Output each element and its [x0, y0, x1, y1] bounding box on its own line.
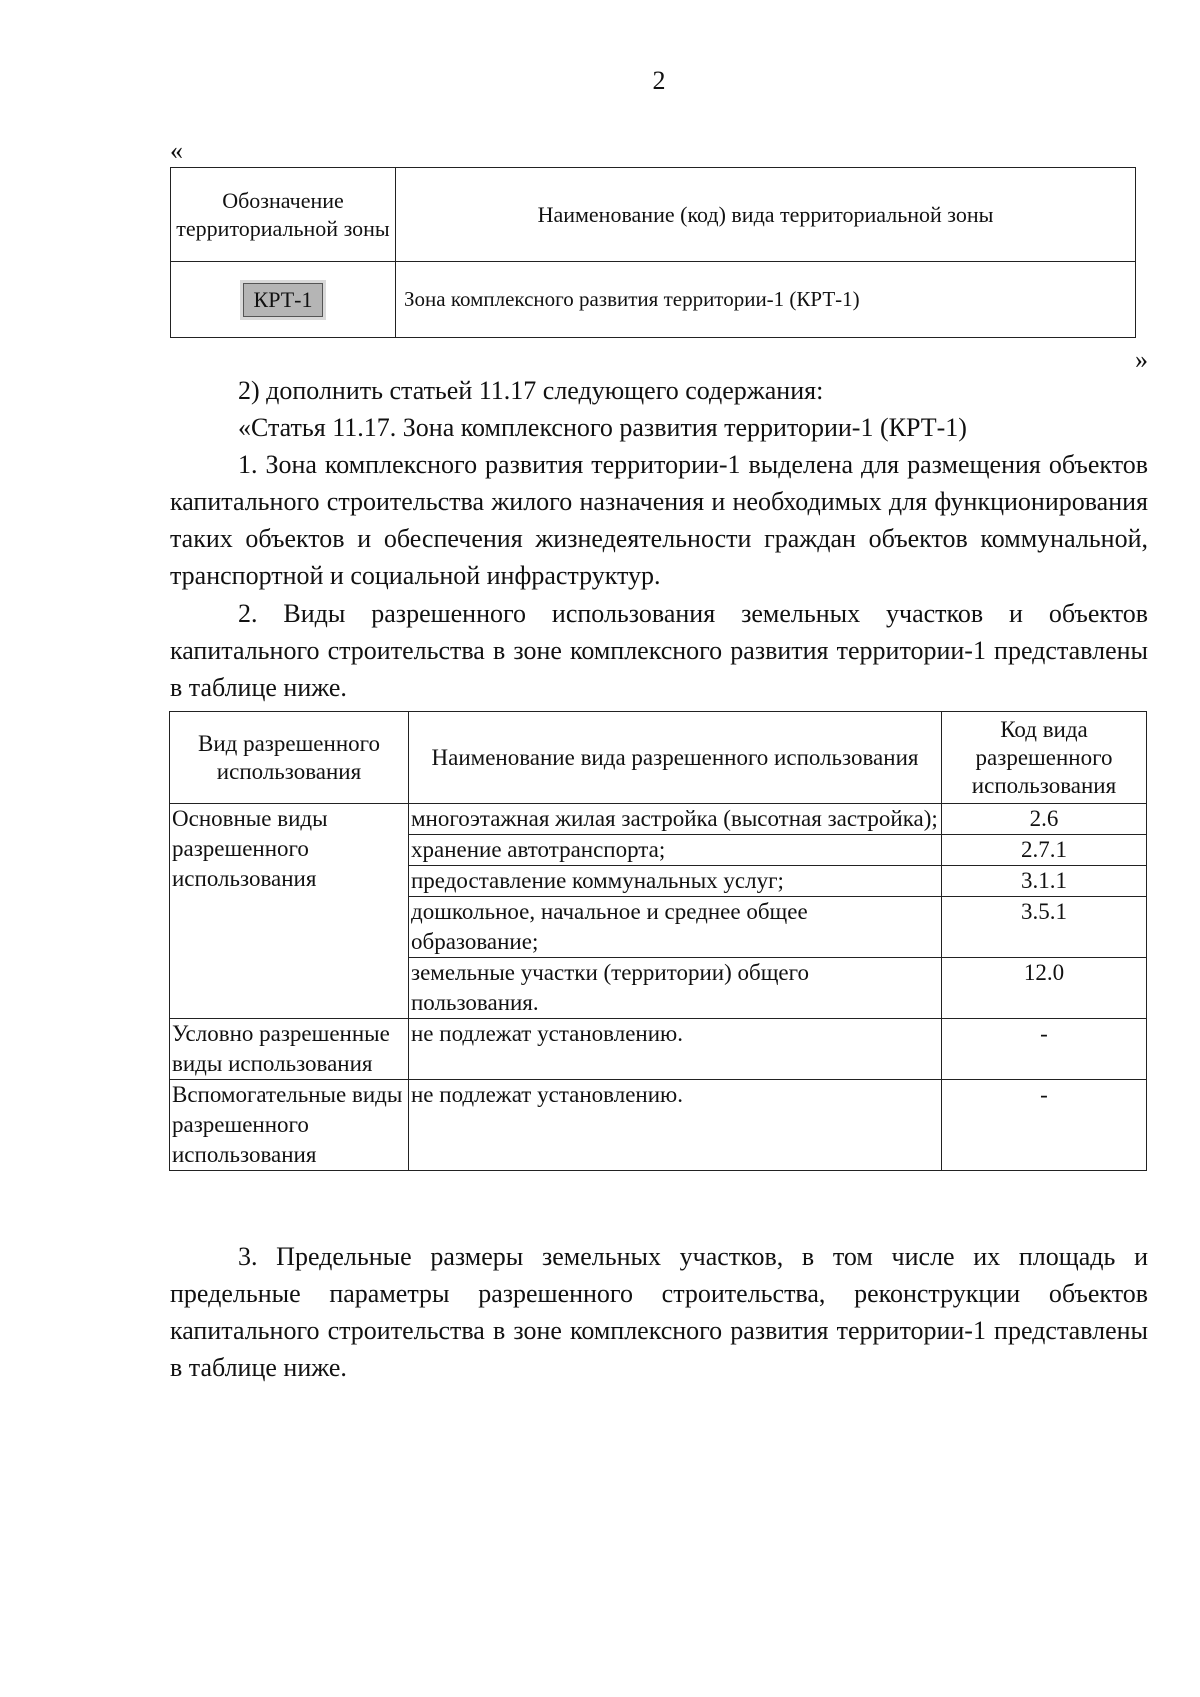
use-name: земельные участки (территории) общего пользования. [409, 958, 942, 1019]
table-row [170, 804, 1147, 835]
zone-badge: КРТ-1 [243, 283, 324, 317]
table-row [170, 1080, 1147, 1171]
paragraph-2: 2. Виды разрешенного использования земельных участков и объектов капитального строительства в зоне комплексного развития территории-1 представлены в таблице ниже. [170, 599, 1148, 702]
zone-designation-table [170, 167, 1136, 338]
use-code: 2.7.1 [942, 835, 1147, 866]
use-name: предоставление коммунальных услуг; [409, 866, 942, 897]
category-auxiliary: Вспомогательные виды разрешенного использования [170, 1080, 409, 1171]
page-number: 2 [652, 66, 666, 95]
article-title: «Статья 11.17. Зона комплексного развития территории-1 (КРТ-1) [238, 413, 967, 442]
opening-quote: « [170, 136, 183, 165]
column-header-zone-name: Наименование (код) вида территориальной зоны [396, 168, 1136, 262]
paragraph-amendment: 2) дополнить статьей 11.17 следующего содержания: [238, 376, 824, 405]
table-row [170, 1019, 1147, 1080]
use-code: 3.1.1 [942, 866, 1147, 897]
zone-description: Зона комплексного развития территории-1 (КРТ-1) [396, 262, 1136, 338]
column-header-use-name: Наименование вида разрешенного использования [409, 712, 942, 804]
column-header-use-type: Вид разрешенного использования [170, 712, 409, 804]
table-row [171, 262, 1136, 338]
use-name: многоэтажная жилая застройка (высотная застройка); [409, 804, 942, 835]
use-name: хранение автотранспорта; [409, 835, 942, 866]
permitted-use-table [169, 711, 1147, 1171]
closing-quote: » [1135, 345, 1148, 374]
use-name: не подлежат установлению. [409, 1080, 942, 1171]
use-name: дошкольное, начальное и среднее общее образование; [409, 897, 942, 958]
use-code: 12.0 [942, 958, 1147, 1019]
paragraph-1: 1. Зона комплексного развития территории-1 выделена для размещения объектов капитального строительства жилого назначения и необходимых для функционирования таких объектов и обеспечения жизнедеятельности граждан объектов коммунальной, транспортной и социальной инфраструктур. [170, 450, 1148, 590]
use-code: - [942, 1080, 1147, 1171]
paragraph-3: 3. Предельные размеры земельных участков, в том числе их площадь и предельные параметры разрешенного строительства, реконструкции объектов капитального строительства в зоне комплексного развития территории-1 представлены в таблице ниже. [170, 1242, 1148, 1382]
category-main: Основные виды разрешенного использования [170, 804, 409, 1019]
use-code: 2.6 [942, 804, 1147, 835]
table-header-row [171, 168, 1136, 262]
category-conditional: Условно разрешенные виды использования [170, 1019, 409, 1080]
use-code: 3.5.1 [942, 897, 1147, 958]
use-code: - [942, 1019, 1147, 1080]
column-header-designation: Обозначение территориальной зоны [171, 168, 396, 262]
zone-badge-cell [171, 262, 396, 338]
use-name: не подлежат установлению. [409, 1019, 942, 1080]
table-header-row [170, 712, 1147, 804]
column-header-use-code: Код вида разрешенного использования [942, 712, 1147, 804]
